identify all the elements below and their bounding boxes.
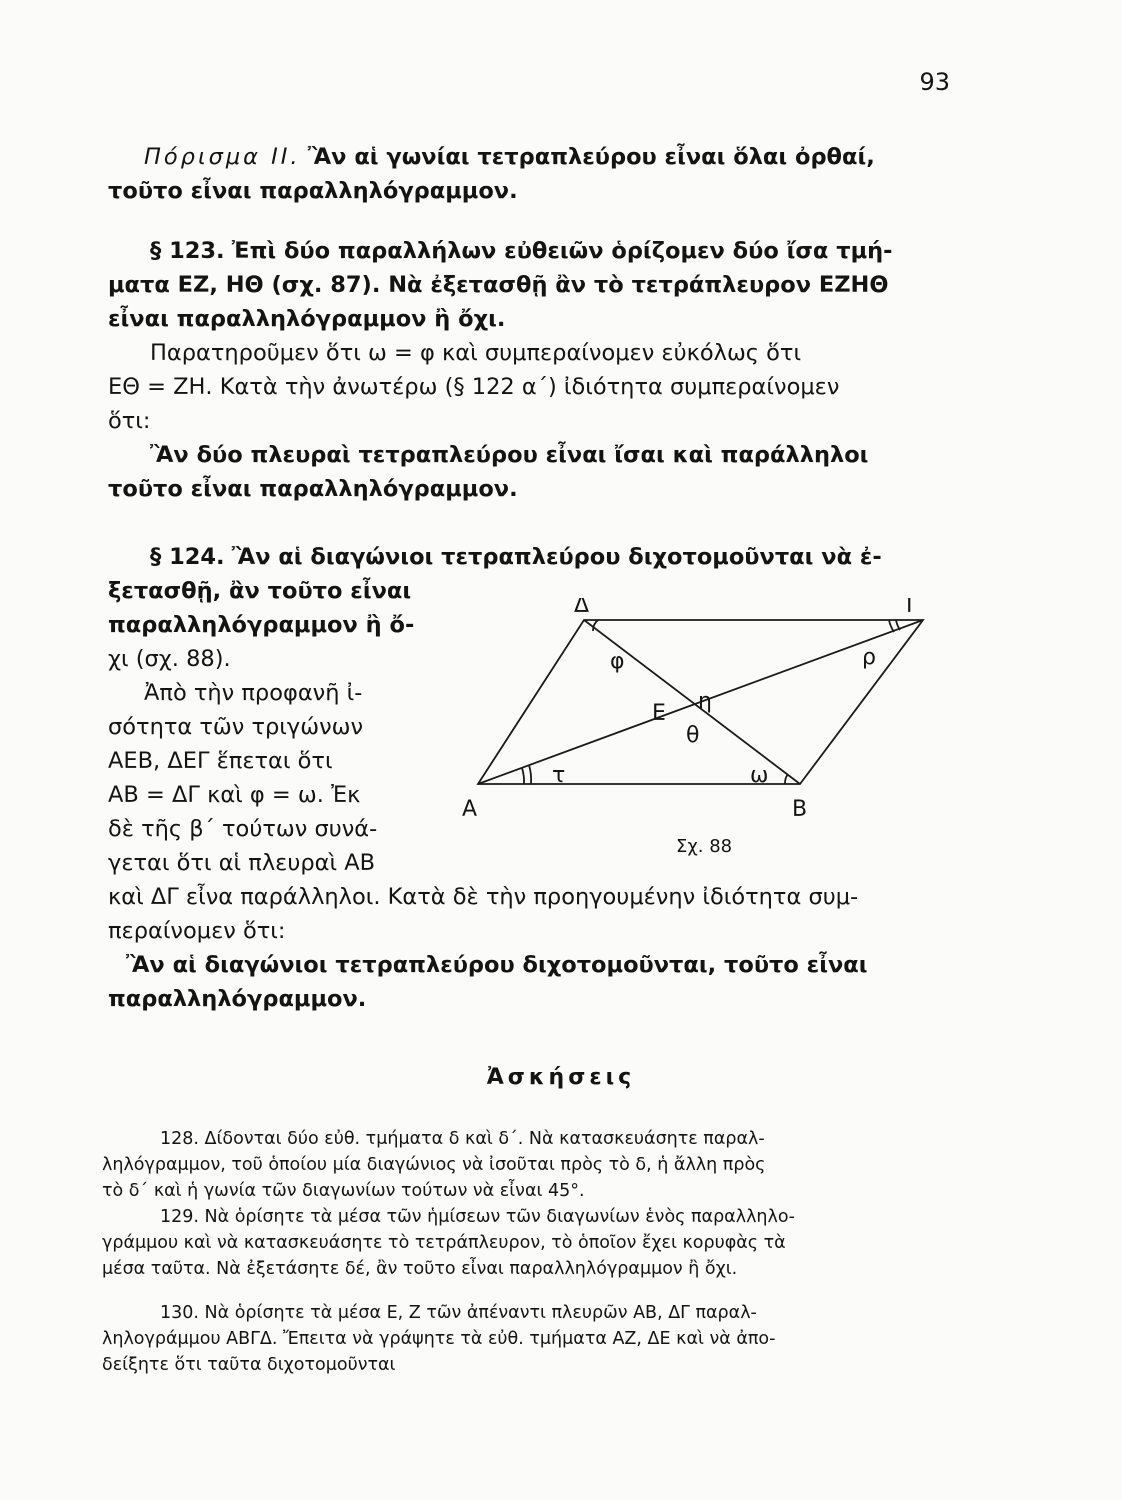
exercise-130-line-2: ληλογράμμου ΑΒΓΔ. Ἔπειτα νὰ γράψητε τὰ εὐθ. τμήματα ΑΖ, ΔΕ καὶ νὰ ἀπο- <box>102 1329 776 1349</box>
porisma-text-2: τοῦτο εἶναι παραλληλόγραμμον. <box>108 178 518 204</box>
label-theta: θ <box>686 723 700 748</box>
exercise-129 <box>102 1204 958 1282</box>
column-line-1: Ἀπὸ τὴν προφανῆ ἰ- <box>144 680 363 706</box>
section-124-conclusion-1: Ἂν αἱ διαγώνιοι τετραπλεύρου διχοτομοῦνται, τοῦτο εἶναι <box>126 952 868 978</box>
section-123-line-4: Παρατηροῦμεν ὅτι ω = φ καὶ συμπεραίνομεν εὐκόλως ὅτι <box>150 340 802 366</box>
section-124-number: § 124. <box>150 544 225 570</box>
section-123-line-2: ματα ΕΖ, ΗΘ (σχ. 87). Νὰ ἐξετασθῇ ἂν τὸ τετράπλευρον ΕΖΗΘ <box>108 272 889 298</box>
section-124-tail <box>108 880 958 1016</box>
column-line-3: ΑΕΒ, ΔΕΓ ἕπεται ὅτι <box>108 748 333 774</box>
exercise-128-line-3: τὸ δ΄ καὶ ἡ γωνία τῶν διαγωνίων τούτων νὰ εἶναι 45°. <box>102 1181 585 1201</box>
exercise-129-line-3: μέσα ταῦτα. Νὰ ἐξετάσητε δέ, ἂν τοῦτο εἶναι παραλληλόγραμμον ἢ ὄχι. <box>102 1259 738 1279</box>
page-number: 93 <box>919 68 950 96</box>
section-123-conclusion-2: τοῦτο εἶναι παραλληλόγραμμον. <box>108 476 518 502</box>
label-eta: η <box>698 689 712 714</box>
label-D: Δ <box>574 598 590 618</box>
section-123-line-6: ὅτι: <box>108 408 151 434</box>
porisma-text-1: Ἂν αἱ γωνίαι τετραπλεύρου εἶναι ὅλαι ὀρθαί, <box>307 144 875 170</box>
angle-rho-arc-2 <box>889 620 894 632</box>
column-line-2: σότητα τῶν τριγώνων <box>108 714 364 740</box>
section-123 <box>108 234 958 506</box>
section-123-line-3: εἶναι παραλληλόγραμμον ἢ ὄχι. <box>108 306 506 332</box>
column-line-5: δὲ τῆς β΄ τούτων συνά- <box>108 816 378 842</box>
section-124-line-4: χι (σχ. 88). <box>108 646 231 672</box>
label-rho: ρ <box>862 645 876 670</box>
label-E: Ε <box>652 701 666 726</box>
exercise-129-line-2: γράμμου καὶ νὰ κατασκευάσητε τὸ τετράπλευρον, τὸ ὁποῖον ἔχει κορυφὰς τὰ <box>102 1233 786 1253</box>
section-124-column <box>108 676 430 880</box>
section-124-line-3: παραλληλόγραμμον ἢ ὄ- <box>108 612 415 638</box>
label-tau: τ <box>552 763 566 788</box>
section-124-line-2: ξετασθῇ, ἂν τοῦτο εἶναι <box>108 578 412 604</box>
exercise-130-line-1: 130. Νὰ ὁρίσητε τὰ μέσα Ε, Ζ τῶν ἀπέναντι πλευρῶν ΑΒ, ΔΓ παραλ- <box>160 1303 757 1323</box>
porisma-paragraph <box>108 140 958 208</box>
label-phi: φ <box>610 649 625 674</box>
angle-tau-arc-1 <box>522 768 524 784</box>
section-123-conclusion-1: Ἂν δύο πλευραὶ τετραπλεύρου εἶναι ἴσαι καὶ παράλληλοι <box>150 442 869 468</box>
exercise-128-line-1: 128. Δίδονται δύο εὐθ. τμήματα δ καὶ δ΄. Νὰ κατασκευάσητε παραλ- <box>160 1129 765 1149</box>
section-123-line-1: Ἐπὶ δύο παραλλήλων εὐθειῶν ὁρίζομεν δύο ἴσα τμή- <box>231 238 893 264</box>
parallelogram-diagram <box>448 598 968 868</box>
section-124-line-1: Ἂν αἱ διαγώνιοι τετραπλεύρου διχοτομοῦνται νὰ ἐ- <box>231 544 882 570</box>
diagonal-DB <box>584 620 800 784</box>
exercise-130-line-3: δείξητε ὅτι ταῦτα διχοτομοῦνται <box>102 1355 396 1375</box>
figure-caption: Σχ. 88 <box>676 836 733 857</box>
section-124-full-line-2: περαίνομεν ὅτι: <box>108 918 286 944</box>
exercise-129-line-1: 129. Νὰ ὁρίσητε τὰ μέσα τῶν ἡμίσεων τῶν διαγωνίων ἑνὸς παραλληλο- <box>160 1207 795 1227</box>
exercise-128 <box>102 1126 958 1204</box>
exercise-128-line-2: ληλόγραμμον, τοῦ ὁποίου μία διαγώνιος νὰ ἰσοῦται πρὸς τὸ δ, ἡ ἄλλη πρὸς <box>102 1155 766 1175</box>
label-G: Γ <box>906 598 919 618</box>
figure-88 <box>448 598 968 868</box>
section-124-conclusion-2: παραλληλόγραμμον. <box>108 986 367 1012</box>
section-124-full-line-1: καὶ ΔΓ εἶνα παράλληλοι. Κατὰ δὲ τὴν προηγουμένην ἰδιότητα συμ- <box>108 884 859 910</box>
porisma-label: Πόρισμα ΙΙ. <box>144 144 301 170</box>
angle-tau-arc-2 <box>529 765 531 784</box>
section-123-line-5: ΕΘ = ΖΗ. Κατὰ τὴν ἀνωτέρω (§ 122 α΄) ἰδιότητα συμπεραίνομεν <box>108 374 840 400</box>
label-B: Β <box>792 797 808 822</box>
label-A: Α <box>462 797 478 822</box>
angle-omega-arc <box>785 774 788 784</box>
exercises-heading: Ἀσκήσεις <box>486 1065 636 1090</box>
label-omega: ω <box>750 763 769 788</box>
exercise-130 <box>102 1300 958 1378</box>
column-line-4: ΑΒ = ΔΓ καὶ φ = ω. Ἐκ <box>108 782 361 808</box>
section-123-number: § 123. <box>150 238 225 264</box>
column-line-6: γεται ὅτι αἱ πλευραὶ ΑΒ <box>108 850 376 876</box>
